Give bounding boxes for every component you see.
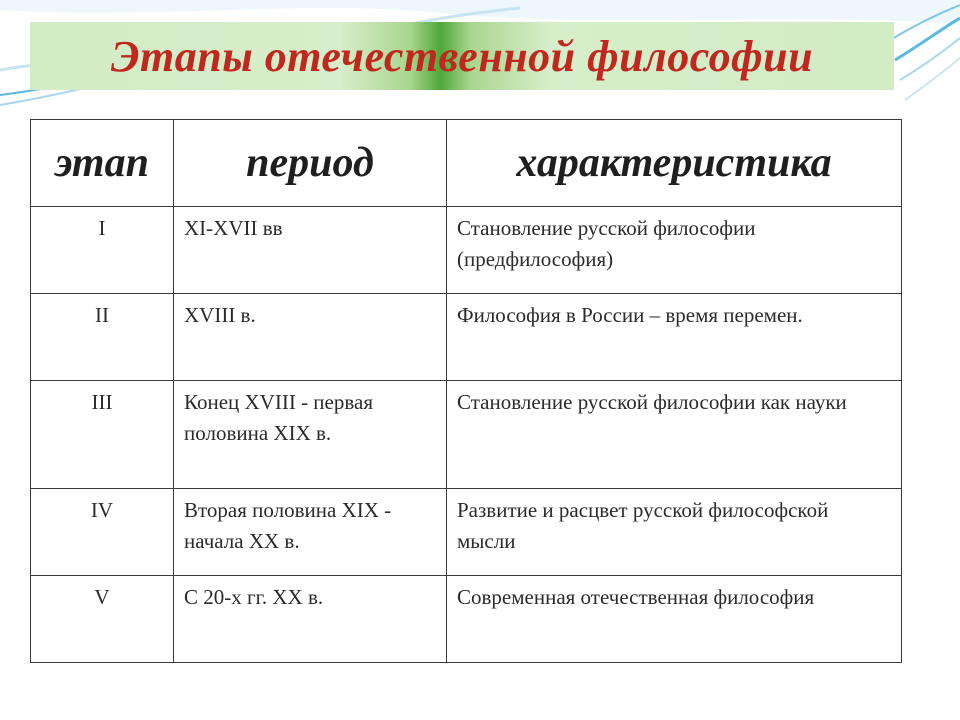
header-stage: этап — [31, 120, 174, 207]
description-cell: Становление русской философии (предфилософия) — [447, 207, 902, 294]
table-row — [31, 207, 902, 294]
description-cell: Развитие и расцвет русской философской мысли — [447, 489, 902, 576]
stage-cell: II — [31, 294, 174, 381]
stages-table — [30, 119, 902, 663]
period-cell: С 20-х гг. XX в. — [174, 576, 447, 663]
description-cell: Современная отечественная философия — [447, 576, 902, 663]
stage-cell: I — [31, 207, 174, 294]
period-cell: Конец XVIII - первая половина XIX в. — [174, 381, 447, 489]
slide-title: Этапы отечественной философии — [110, 31, 814, 81]
header-description: характеристика — [447, 120, 902, 207]
period-cell: XVIII в. — [174, 294, 447, 381]
stage-cell: IV — [31, 489, 174, 576]
description-cell: Становление русской философии как науки — [447, 381, 902, 489]
table-row — [31, 381, 902, 489]
stage-cell: V — [31, 576, 174, 663]
description-cell: Философия в России – время перемен. — [447, 294, 902, 381]
header-period: период — [174, 120, 447, 207]
period-cell: Вторая половина XIX - начала XX в. — [174, 489, 447, 576]
title-band — [30, 22, 894, 90]
table-row — [31, 489, 902, 576]
table-row — [31, 576, 902, 663]
stage-cell: III — [31, 381, 174, 489]
table-header-row — [31, 120, 902, 207]
table-row — [31, 294, 902, 381]
period-cell: XI-XVII вв — [174, 207, 447, 294]
